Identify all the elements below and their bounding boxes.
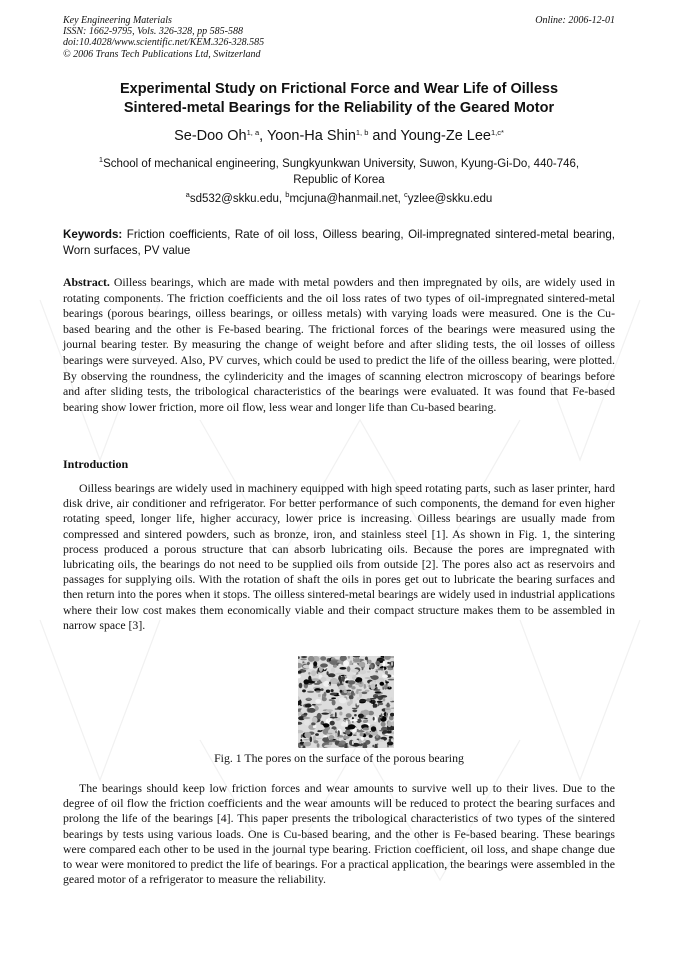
author-list	[60, 128, 618, 144]
email-sup: c	[404, 190, 408, 199]
abstract-label: Abstract.	[63, 275, 110, 289]
pores-image	[298, 656, 394, 748]
email-sep: ,	[278, 193, 286, 205]
affiliation-line-1: School of mechanical engineering, Sungkyunkwan University, Suwon, Kyung-Gi-Do, 440-746,	[103, 158, 580, 170]
abstract-text: Oilless bearings, which are made with metal powders and then impregnated by oils, are widely used in rotating components. The friction coefficients and the oil loss rates of two types of oil-impregnated sintered-metal bearings (porous bearings, oilless bearings, or oilless metals) with varying loads were measured. One is the Cu-based bearing and the other is Fe-based bearing. The frictional forces of the bearings were measured using the journal bearing tester. By measuring the change of weight before and after sliding tests, the oil losses of oilless bearings were surveyed. Also, PV curves, which could be used to predict the life of the oilless bearing, were plotted. By observing the roundness, the cylindericity and the images of scanning electron microscopy of bearings before and after sliding tests, the tribological characteristics of the bearings were evaluated. It was found that Fe-based bearing show lower friction, more oil flow, less wear and longer life than Cu-based bearing.	[63, 275, 615, 414]
affiliation	[70, 156, 608, 188]
author-sep: and	[368, 128, 401, 144]
issn-line: ISSN: 1662-9795, Vols. 326-328, pp 585-588	[63, 26, 243, 38]
author-name: Young-Ze Lee	[400, 128, 491, 144]
author-sup: 1,c*	[490, 128, 504, 137]
doi-line: doi:10.4028/www.scientific.net/KEM.326-328.585	[63, 37, 265, 49]
email-link[interactable]: yzlee@skku.edu	[407, 193, 493, 205]
introduction-paragraph-1: Oilless bearings are widely used in machinery equipped with high speed rotating parts, such as laser printer, hard disk drive, air conditioner and refrigerator. For better performance of such components, the demand for even higher rotating speed, longer life, higher accuracy, lower price is increasing. Oilless bearings are usually made from compressed and sintered powders, such as bronze, iron, and stainless steel [1]. As shown in Fig. 1, the sintering process produced a porous structure that can absorb lubricating oils. Because the pores are impregnated with lubricating oils, the bearings do not need to be supplied oils from outside [2]. The pores also act as reservoirs and passages for supplying oils. With the rotation of shaft the oils in pores get out to lubricate the bearing surfaces and then return into the pores when it stops. The oilless sintered-metal bearings are widely used in industrial applications where their low cost makes them economically viable and their compact structure makes them to be assembled in narrow space [3].	[63, 481, 615, 632]
affiliation-line-2: Republic of Korea	[293, 174, 385, 186]
title-line-2: Sintered-metal Bearings for the Reliability of the Geared Motor	[123, 100, 555, 116]
figure-caption: Fig. 1 The pores on the surface of the porous bearing	[214, 751, 464, 765]
author-name: Se-Doo Oh	[174, 128, 247, 144]
email-sup: a	[185, 190, 190, 199]
email-list	[60, 190, 618, 205]
email-sep: ,	[397, 193, 405, 205]
email-link[interactable]: sd532@skku.edu	[189, 193, 279, 205]
author-sep: ,	[259, 128, 267, 144]
author-sup: 1, a	[246, 128, 260, 137]
introduction-heading: Introduction	[63, 457, 129, 471]
introduction-paragraph-2: The bearings should keep low friction forces and wear amounts to survive well up to their lives. Due to the degree of oil flow the friction coefficients and the wear amounts will be reduced to protect the bearing surfaces and prolong the life of the bearings [4]. This paper presents the tribological characteristics of two types of the sintered bearings by tests using various loads. One is Cu-based bearing, and the other is Fe-based bearing. These bearings were compared each other to be used in the journal type bearing. Friction coefficient, oil loss, and shape change due to wear were monitored to predict the life of bearings. For a practical application, the bearings were assembled in the geared motor of a refrigerator to measure the reliability.	[63, 781, 615, 887]
author-name: Yoon-Ha Shin	[266, 128, 356, 144]
keywords-text: Friction coefficients, Rate of oil loss, Oilless bearing, Oil-impregnated sintered-metal bearing, Worn surfaces, PV value	[63, 228, 615, 257]
affiliation-sup: 1	[98, 155, 104, 164]
author-sup: 1, b	[355, 128, 369, 137]
copyright-line: © 2006 Trans Tech Publications Ltd, Switzerland	[63, 48, 261, 60]
email-link[interactable]: mcjuna@hanmail.net	[289, 193, 398, 205]
keywords-section	[63, 227, 615, 258]
paper-title	[60, 80, 618, 118]
online-date: Online: 2006-12-01	[535, 15, 615, 26]
title-line-1: Experimental Study on Frictional Force and Wear Life of Oilless	[119, 81, 559, 97]
email-sup: b	[285, 190, 290, 199]
keywords-label: Keywords:	[63, 228, 123, 241]
porous-surface-figure	[298, 656, 394, 748]
journal-name: Key Engineering Materials	[63, 15, 172, 26]
abstract-section	[63, 275, 615, 415]
journal-header	[63, 15, 615, 60]
